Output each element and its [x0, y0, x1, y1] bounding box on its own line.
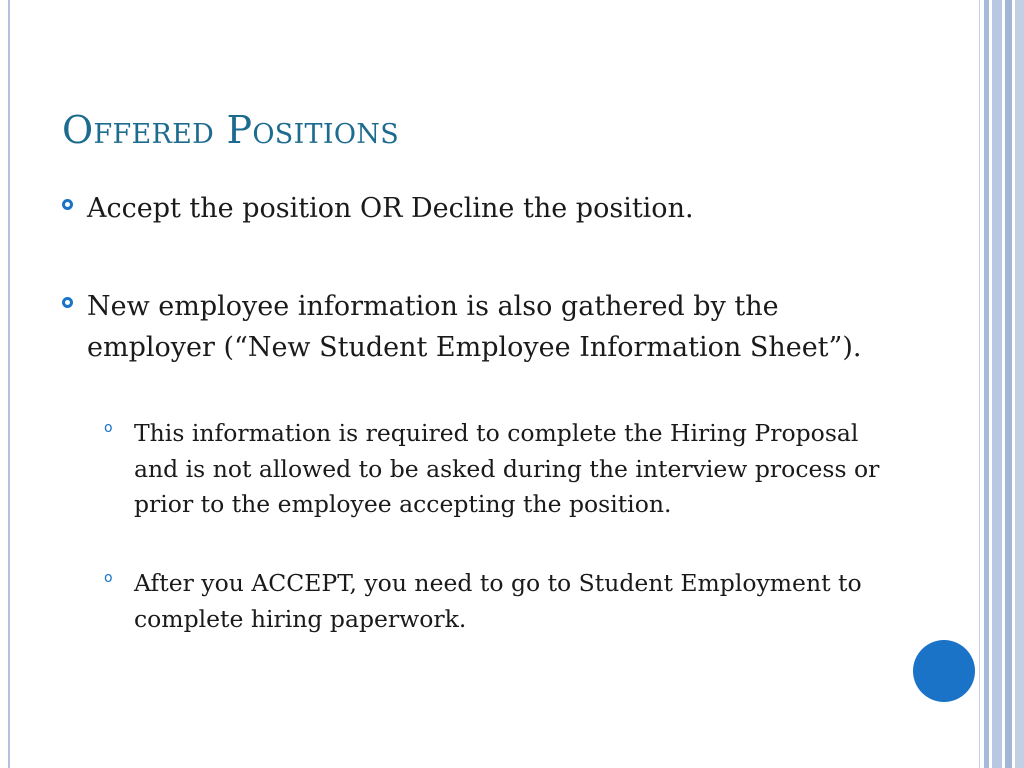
bullet-text: New employee information is also gathered by the employer (“New Student Employee Information Sheet”).	[87, 291, 862, 363]
left-border-line	[8, 0, 10, 768]
ring-bullet-icon	[62, 297, 73, 308]
right-stripe	[979, 0, 980, 768]
bullet-item	[62, 188, 867, 229]
sub-bullet-item	[104, 416, 894, 523]
ring-bullet-icon	[62, 199, 73, 210]
right-stripe	[1015, 0, 1024, 768]
sub-bullet-text: This information is required to complete the Hiring Proposal and is not allowed to be asked during the interview process or prior to the employee accepting the position.	[134, 419, 880, 518]
right-stripe	[992, 0, 1002, 768]
bullet-text: Accept the position OR Decline the position.	[87, 193, 694, 224]
sub-bullet-text: After you ACCEPT, you need to go to Student Employment to complete hiring paperwork.	[134, 569, 862, 633]
slide-title: Offered Positions	[62, 108, 399, 152]
hollow-circle-bullet-icon: o	[104, 570, 113, 586]
decorative-circle	[913, 640, 975, 702]
bullet-item	[62, 286, 867, 368]
right-stripe	[1005, 0, 1012, 768]
right-stripe	[984, 0, 989, 768]
sub-bullet-item	[104, 566, 894, 637]
hollow-circle-bullet-icon: o	[104, 420, 113, 436]
